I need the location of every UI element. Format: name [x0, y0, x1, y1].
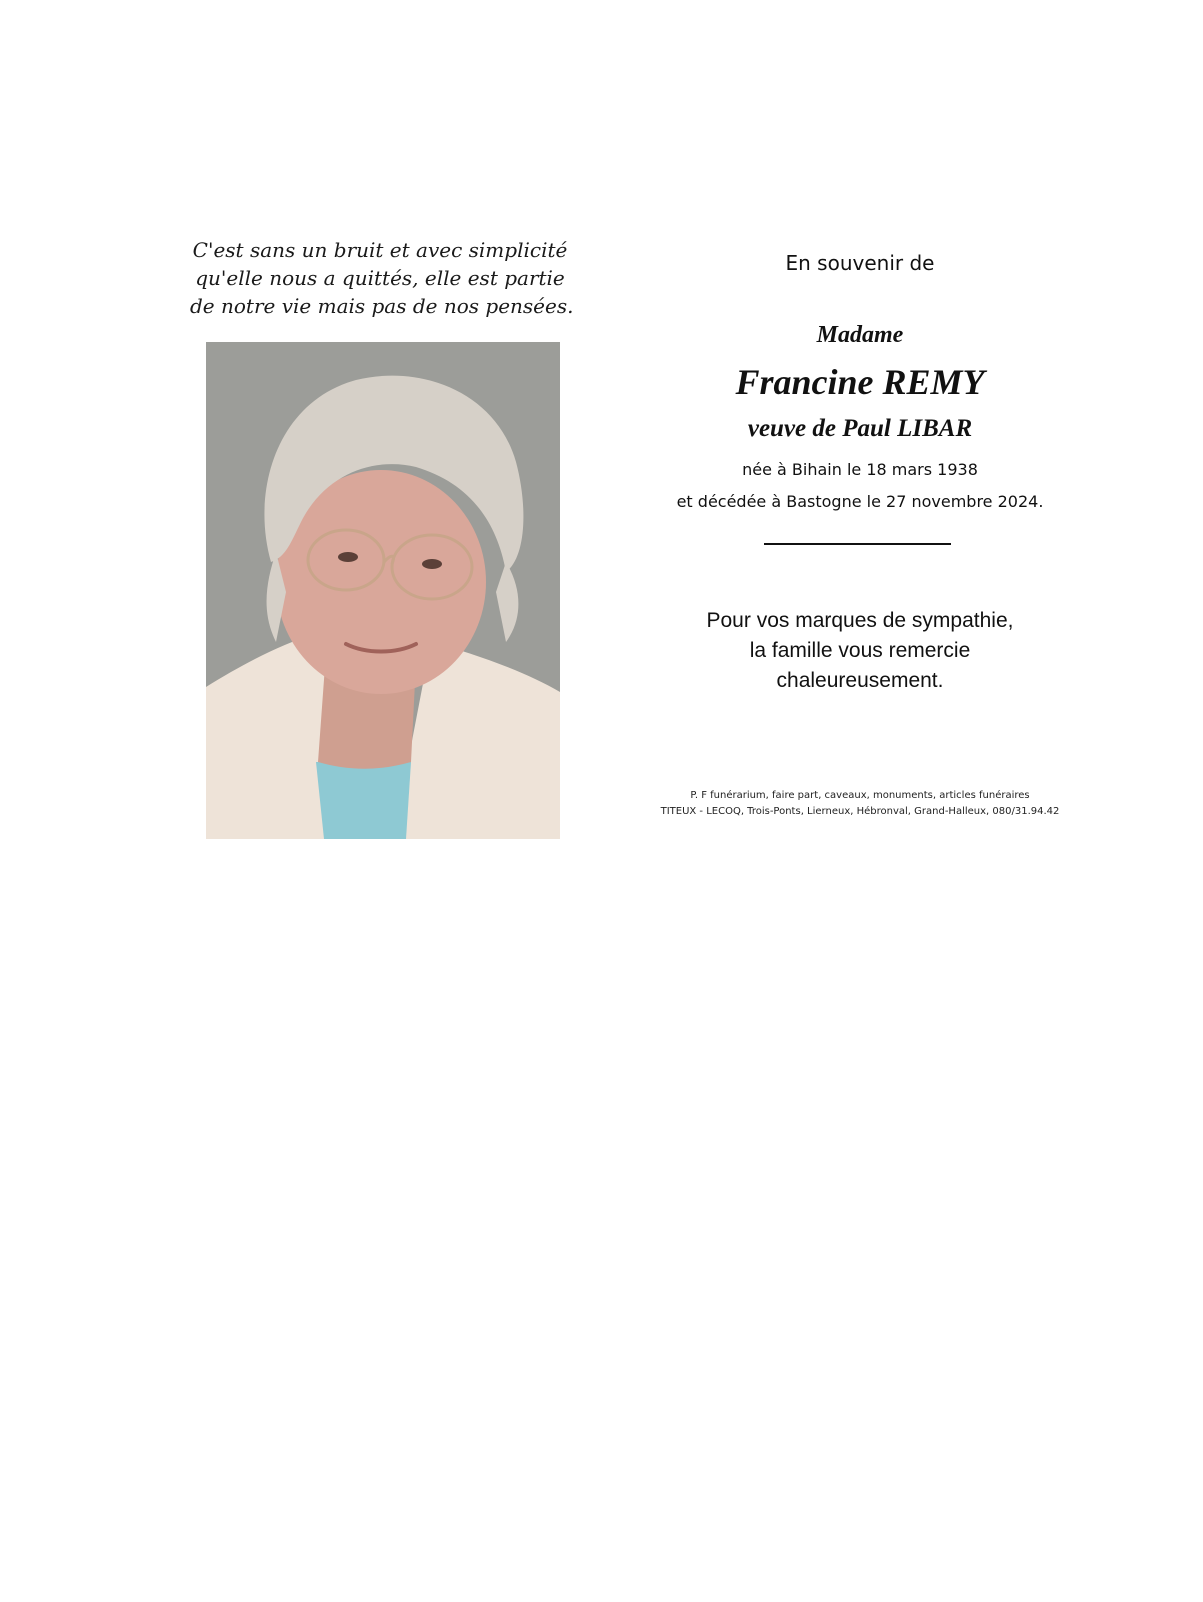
death-line: et décédée à Bastogne le 27 novembre 2024.	[676, 492, 1044, 511]
footer-line: P. F funérarium, faire part, caveaux, monuments, articles funéraires	[690, 790, 1030, 801]
portrait-photo	[206, 342, 560, 839]
thanks-line: Pour vos marques de sympathie,	[706, 609, 1014, 632]
portrait-illustration	[206, 342, 560, 839]
divider-line	[764, 543, 951, 545]
deceased-name: Francine REMY	[735, 362, 985, 402]
honorific: Madame	[816, 322, 904, 348]
funeral-home-footer	[640, 788, 1080, 820]
footer-line: TITEUX - LECOQ, Trois-Ponts, Lierneux, Hébronval, Grand-Halleux, 080/31.94.42	[660, 806, 1060, 817]
thanks-line: la famille vous remercie	[749, 639, 971, 662]
poem-line: de notre vie mais pas de nos pensées.	[190, 294, 574, 318]
thanks-line: chaleureusement.	[776, 669, 944, 692]
poem-line: C'est sans un bruit et avec simplicité	[192, 238, 568, 262]
widow-line: veuve de Paul LIBAR	[747, 415, 973, 442]
intro-text: En souvenir de	[785, 251, 935, 275]
thanks-message	[640, 606, 1080, 696]
poem-line: qu'elle nous a quittés, elle est partie	[195, 266, 565, 290]
poem-verse	[190, 236, 574, 320]
birth-line: née à Bihain le 18 mars 1938	[742, 460, 978, 479]
